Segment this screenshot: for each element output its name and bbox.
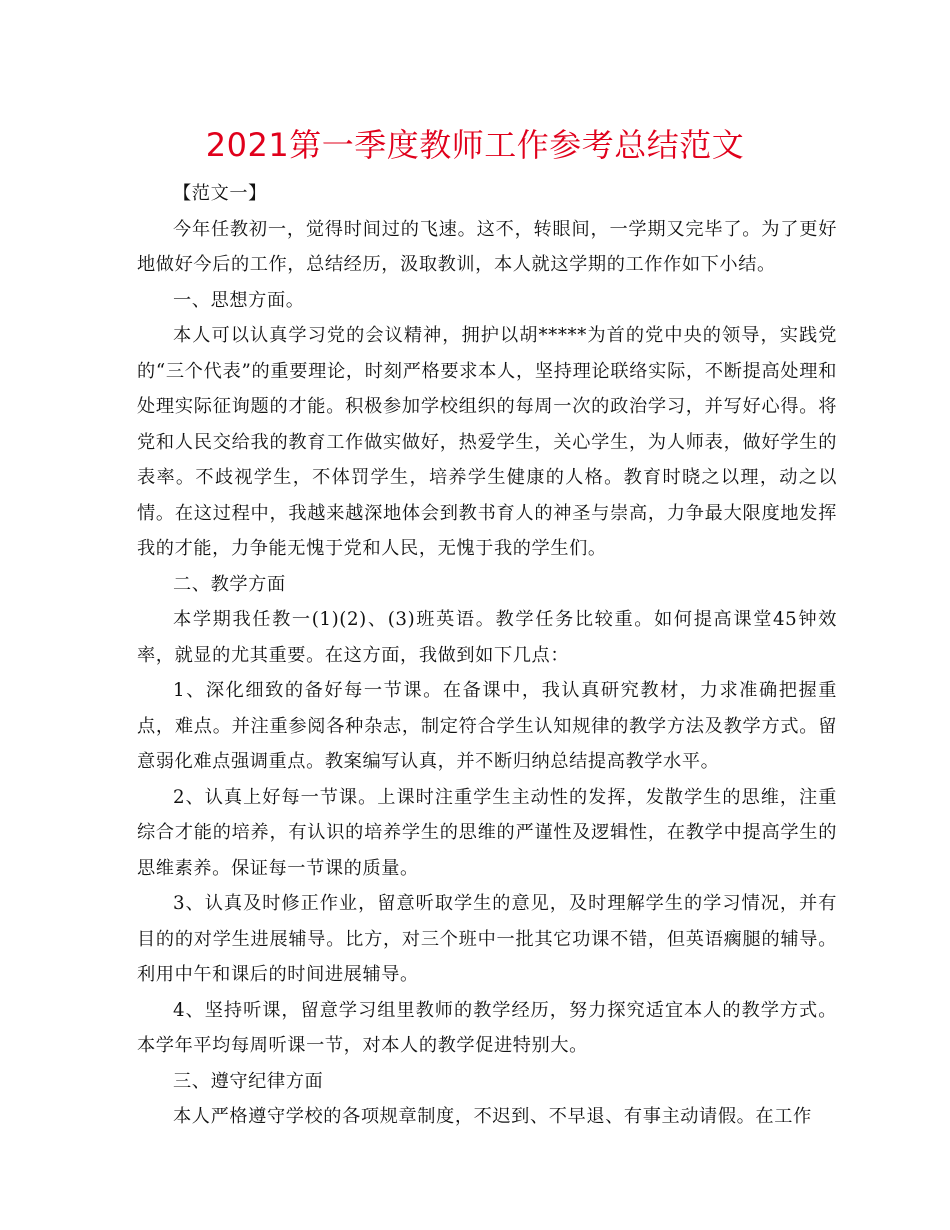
list-item: 2、认真上好每一节课。上课时注重学生主动性的发挥，发散学生的思维，注重综合才能的培养，有认识的培养学生的思维的严谨性及逻辑性，在教学中提高学生的思维素养。保证每一节课的质量。 <box>137 786 837 879</box>
list-item: 3、认真及时修正作业，留意听取学生的意见，及时理解学生的学习情况，并有目的的对学生进展辅导。比方，对三个班中一批其它功课不错，但英语瘸腿的辅导。利用中午和课后的时间进展辅导。 <box>137 893 837 985</box>
paragraph: 本人严格遵守学校的各项规章制度，不迟到、不早退、有事主动请假。在工作 <box>173 1106 812 1127</box>
paragraph: 今年任教初一，觉得时间过的飞速。这不，转眼间，一学期又完毕了。为了更好地做好今后的工作，总结经历，汲取教训，本人就这学期的工作作如下小结。 <box>137 218 837 275</box>
list-item: 4、坚持听课，留意学习组里教师的教学经历，努力探究适宜本人的教学方式。本学年平均每周听课一节，对本人的教学促进特别大。 <box>137 999 837 1056</box>
section-heading: 二、教学方面 <box>173 573 286 595</box>
list-item: 1、深化细致的备好每一节课。在备课中，我认真研究教材，力求准确把握重点，难点。并注重参阅各种杂志，制定符合学生认知规律的教学方法及教学方式。留意弱化难点强调重点。教案编写认真，并不断归纳总结提高教学水平。 <box>137 680 837 772</box>
page-title: 2021第一季度教师工作参考总结范文 <box>205 126 745 164</box>
document-body <box>137 176 837 1135</box>
paragraph: 本学期我任教一(1)(2)、(3)班英语。教学任务比较重。如何提高课堂45钟效率，就显的尤其重要。在这方面，我做到如下几点： <box>137 609 837 666</box>
section-heading: 三、遵守纪律方面 <box>173 1070 324 1092</box>
section-label: 【范文一】 <box>173 183 267 204</box>
section-heading: 一、思想方面。 <box>173 289 305 311</box>
paragraph: 本人可以认真学习党的会议精神，拥护以胡*****为首的党中央的领导，实践党的“三个代表”的重要理论，时刻严格要求本人，坚持理论联络实际，不断提高处理和处理实际征询题的才能。积极参加学校组织的每周一次的政治学习，并写好心得。将党和人民交给我的教育工作做实做好，热爱学生，关心学生，为人师表，做好学生的表率。不歧视学生，不体罚学生，培养学生健康的人格。教育时晓之以理，动之以情。在这过程中，我越来越深地体会到教书育人的神圣与崇高，力争最大限度地发挥我的才能，力争能无愧于党和人民，无愧于我的学生们。 <box>137 325 837 559</box>
